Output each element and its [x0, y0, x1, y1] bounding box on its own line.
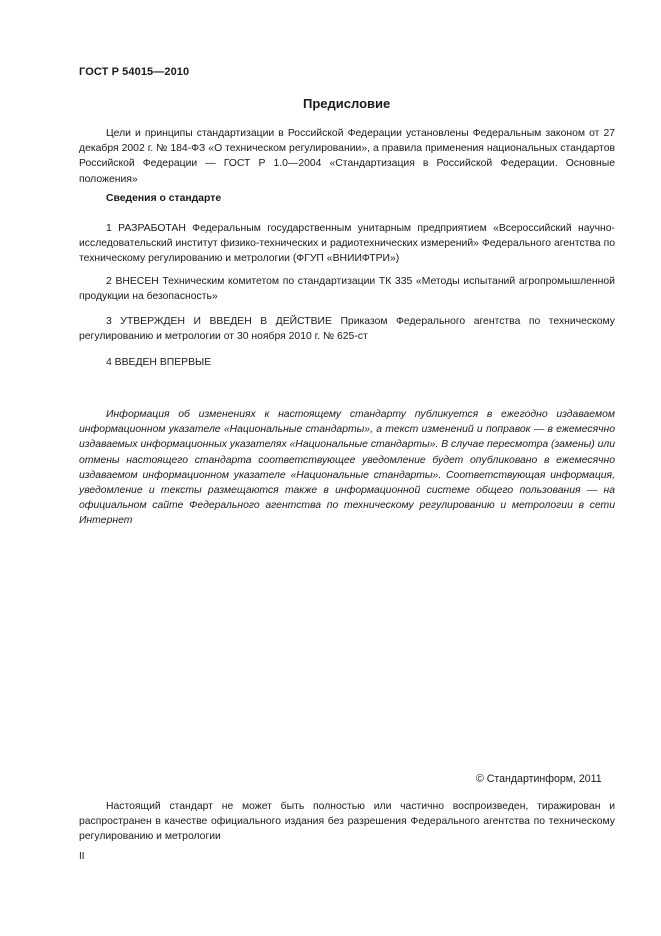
- copyright: © Стандартинформ, 2011: [476, 773, 602, 785]
- page-number: II: [79, 851, 85, 862]
- item-2: 2 ВНЕСЕН Техническим комитетом по стандартизации ТК 335 «Методы испытаний агропромышленной продукции на безопасность»: [79, 276, 615, 303]
- item-4: 4 ВВЕДЕН ВПЕРВЫЕ: [106, 357, 212, 368]
- legal-paragraph: Настоящий стандарт не может быть полностью или частично воспроизведен, тиражирован и распространен в качестве официального издания без разрешения Федерального агентства по техническому регулированию и метрологии: [79, 801, 615, 843]
- item-1: 1 РАЗРАБОТАН Федеральным государственным унитарным предприятием «Всероссийский научно-исследовательский институт физико-технических и радиотехнических измерений» Федерального агентства по техническому регулированию и метрологии (ФГУП «ВНИИФТРИ»): [79, 223, 615, 265]
- document-code: ГОСТ Р 54015—2010: [79, 66, 190, 78]
- info-heading: Сведения о стандарте: [106, 193, 222, 204]
- notice-paragraph: Информация об изменениях к настоящему стандарту публикуется в ежегодно издаваемом информационном указателе «Национальные стандарты», а текст изменений и поправок — в ежемесячно издаваемых информационных указателях «Национальные стандарты». В случае пересмотра (замены) или отмены настоящего стандарта соответствующее уведомление будет опубликовано в ежемесячно издаваемом информационном указателе «Национальные стандарты». Соответствующая информация, уведомление и тексты размещаются также в информационной системе общего пользования — на официальном сайте Федерального агентства по техническому регулированию и метрологии в сети Интернет: [79, 409, 615, 527]
- section-title-text: Предисловие: [303, 96, 391, 111]
- intro-paragraph: Цели и принципы стандартизации в Российской Федерации установлены Федеральным законом от 27 декабря 2002 г. № 184-ФЗ «О техническом регулировании», а правила применения национальных стандартов Российской Федерации — ГОСТ Р 1.0—2004 «Стандартизация в Российской Федерации. Основные положения»: [79, 128, 615, 185]
- item-3: 3 УТВЕРЖДЕН И ВВЕДЕН В ДЕЙСТВИЕ Приказом Федерального агентства по техническому регулированию и метрологии от 30 ноября 2010 г. № 625-ст: [79, 316, 615, 343]
